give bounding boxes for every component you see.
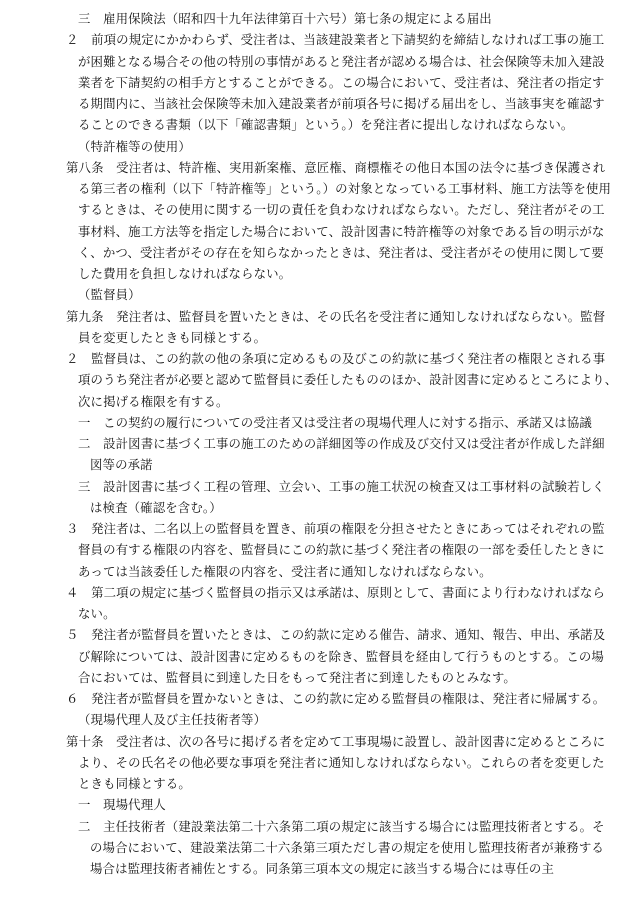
text-line: が困難となる場合その他の特別の事情があると発注者が認める場合は、社会保険等未加入建設 [78, 53, 605, 69]
text-line: ときも同様とする。 [78, 776, 191, 791]
text-line: ３ 発注者は、二名以上の監督員を置き、前項の権限を分担させたときにあってはそれぞれの監 [66, 521, 605, 536]
text-line: 第八条 受注者は、特許権、実用新案権、意匠権、商標権その他日本国の法令に基づき保護され [66, 159, 606, 175]
text-line: 三 雇用保険法（昭和四十九年法律第百十六号）第七条の規定による届出 [78, 11, 492, 26]
text-line: ６ 発注者が監督員を置かないときは、この約款に定める監督員の権限は、発注者に帰属する。 [66, 691, 606, 706]
text-line: した費用を負担しなければならない。 [78, 266, 292, 281]
text-line: 合においては、監督員に到達した日をもって発注者に到達したものとみなす。 [78, 669, 516, 685]
text-line: 事材料、施工方法等を指定した場合において、設計図書に特許権等の対象である旨の明示がな [78, 223, 605, 239]
text-line: ２ 監督員は、この約款の他の条項に定めるもの及びこの約款に基づく発注者の権限とされる事 [66, 351, 606, 366]
text-line: するときは、その使用に関する一切の責任を負わなければならない。ただし、発注者がその工 [78, 202, 605, 218]
text-line: 次に掲げる権限を有する。 [78, 393, 229, 409]
text-line: 二 主任技術者（建設業法第二十六条第二項の規定に該当する場合には監理技術者とする。そ [78, 818, 605, 834]
text-line: ４ 第二項の規定に基づく監督員の指示又は承諾は、原則として、書面により行わなければなら [66, 584, 605, 600]
text-line: （現場代理人及び主任技術者等） [78, 712, 267, 728]
text-line: より、その氏名その他必要な事項を発注者に通知しなければならない。これらの者を変更した [78, 754, 605, 770]
text-line: 場合は監理技術者補佐とする。同条第三項本文の規定に該当する場合には専任の主 [90, 861, 555, 876]
text-line: 一 現場代理人 [78, 797, 166, 813]
text-line: 業者を下請契約の相手方とすることができる。この場合において、受注者は、発注者の指定す [78, 74, 605, 90]
text-line: 二 設計図書に基づく工事の施工のための詳細図等の作成及び交付又は受注者が作成した詳細 [78, 436, 605, 451]
text-line: （監督員） [78, 287, 141, 303]
text-line: は検査（確認を含む。） [90, 499, 222, 515]
text-line: る第三者の権利（以下「特許権等」という。）の対象となっている工事材料、施工方法等を使用 [78, 181, 612, 196]
text-line: 三 設計図書に基づく工程の管理、立会い、工事の施工状況の検査又は工事材料の試験若しく [78, 478, 605, 494]
text-line: く、かつ、受注者がその存在を知らなかったときは、発注者は、受注者がその使用に関して要 [78, 244, 604, 260]
text-line: 第十条 受注者は、次の各号に掲げる者を定めて工事現場に設置し、設計図書に定めるところに [66, 733, 606, 749]
text-line: び解除については、設計図書に定めるものを除き、監督員を経由して行うものとする。この場 [78, 648, 604, 664]
text-line: あっては当該委任した権限の内容を、受注者に通知しなければならない。 [78, 563, 492, 579]
text-line: ない。 [78, 606, 116, 621]
text-line: ることのできる書類（以下「確認書類」という。）を発注者に提出しなければならない。 [78, 117, 574, 133]
text-line: る期間内に、当該社会保険等未加入建設業者が前項各号に掲げる届出をし、当該事実を確認す [78, 96, 605, 111]
text-line: 図等の承諾 [90, 457, 153, 473]
document-page [66, 8, 618, 879]
text-line: 項のうち発注者が必要と認めて監督員に委任したもののほか、設計図書に定めるところにより、 [78, 372, 618, 388]
text-line: ２ 前項の規定にかかわらず、受注者は、当該建設業者と下請契約を締結しなければ工事の施工 [66, 32, 605, 48]
text-line: 一 この契約の履行についての受注者又は受注者の現場代理人に対する指示、承諾又は協議 [78, 414, 592, 430]
text-line: （特許権等の使用） [78, 138, 191, 154]
text-line: 員を変更したときも同様とする。 [78, 329, 267, 345]
text-line: ５ 発注者が監督員を置いたときは、この約款に定める催告、請求、通知、報告、申出、承諾及 [66, 627, 606, 643]
text-line: 第九条 発注者は、監督員を置いたときは、その氏名を受注者に通知しなければならない。監督 [66, 308, 606, 324]
text-line: 督員の有する権限の内容を、監督員にこの約款に基づく発注者の権限の一部を委任したときに [78, 542, 605, 558]
text-line: の場合において、建設業法第二十六条第三項ただし書の規定を使用し監理技術者が兼務する [90, 839, 604, 855]
